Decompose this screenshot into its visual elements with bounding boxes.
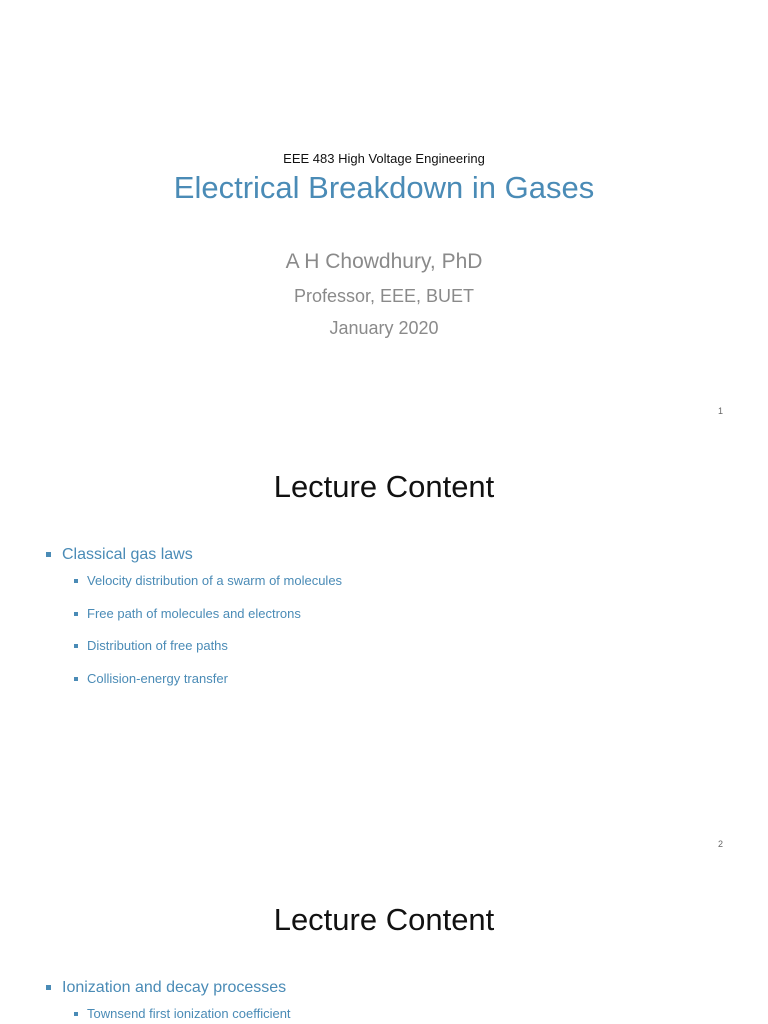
- author-affiliation: Professor, EEE, BUET: [293, 286, 475, 306]
- slide-title: Lecture Content: [273, 902, 495, 937]
- bullet-list: [46, 978, 291, 1024]
- bullet-item: Classical gas laws: [46, 545, 342, 571]
- sub-bullet-item: Distribution of free paths: [74, 636, 342, 669]
- author-name: A H Chowdhury, PhD: [285, 250, 483, 273]
- presentation-date: January 2020: [329, 318, 439, 338]
- course-title: EEE 483 High Voltage Engineering: [283, 151, 485, 166]
- sub-bullet-group: [46, 571, 342, 701]
- slide-1: [0, 0, 768, 433]
- slide-number: 1: [717, 406, 723, 416]
- slide-number: 2: [717, 839, 723, 849]
- sub-bullet-list: [46, 1004, 291, 1024]
- bullet-list: [46, 545, 342, 701]
- sub-bullet-item: Collision-energy transfer: [74, 669, 342, 702]
- sub-bullet-list: [46, 571, 342, 701]
- slide-title: Lecture Content: [273, 469, 495, 504]
- sub-bullet-group: [46, 1004, 291, 1024]
- slide-3: [0, 866, 768, 1024]
- slide-2: [0, 433, 768, 866]
- presentation-title: Electrical Breakdown in Gases: [173, 170, 595, 205]
- bullet-item: Ionization and decay processes: [46, 978, 291, 1004]
- sub-bullet-item: Free path of molecules and electrons: [74, 604, 342, 637]
- sub-bullet-item: Velocity distribution of a swarm of molecules: [74, 571, 342, 604]
- sub-bullet-item: Townsend first ionization coefficient: [74, 1004, 291, 1024]
